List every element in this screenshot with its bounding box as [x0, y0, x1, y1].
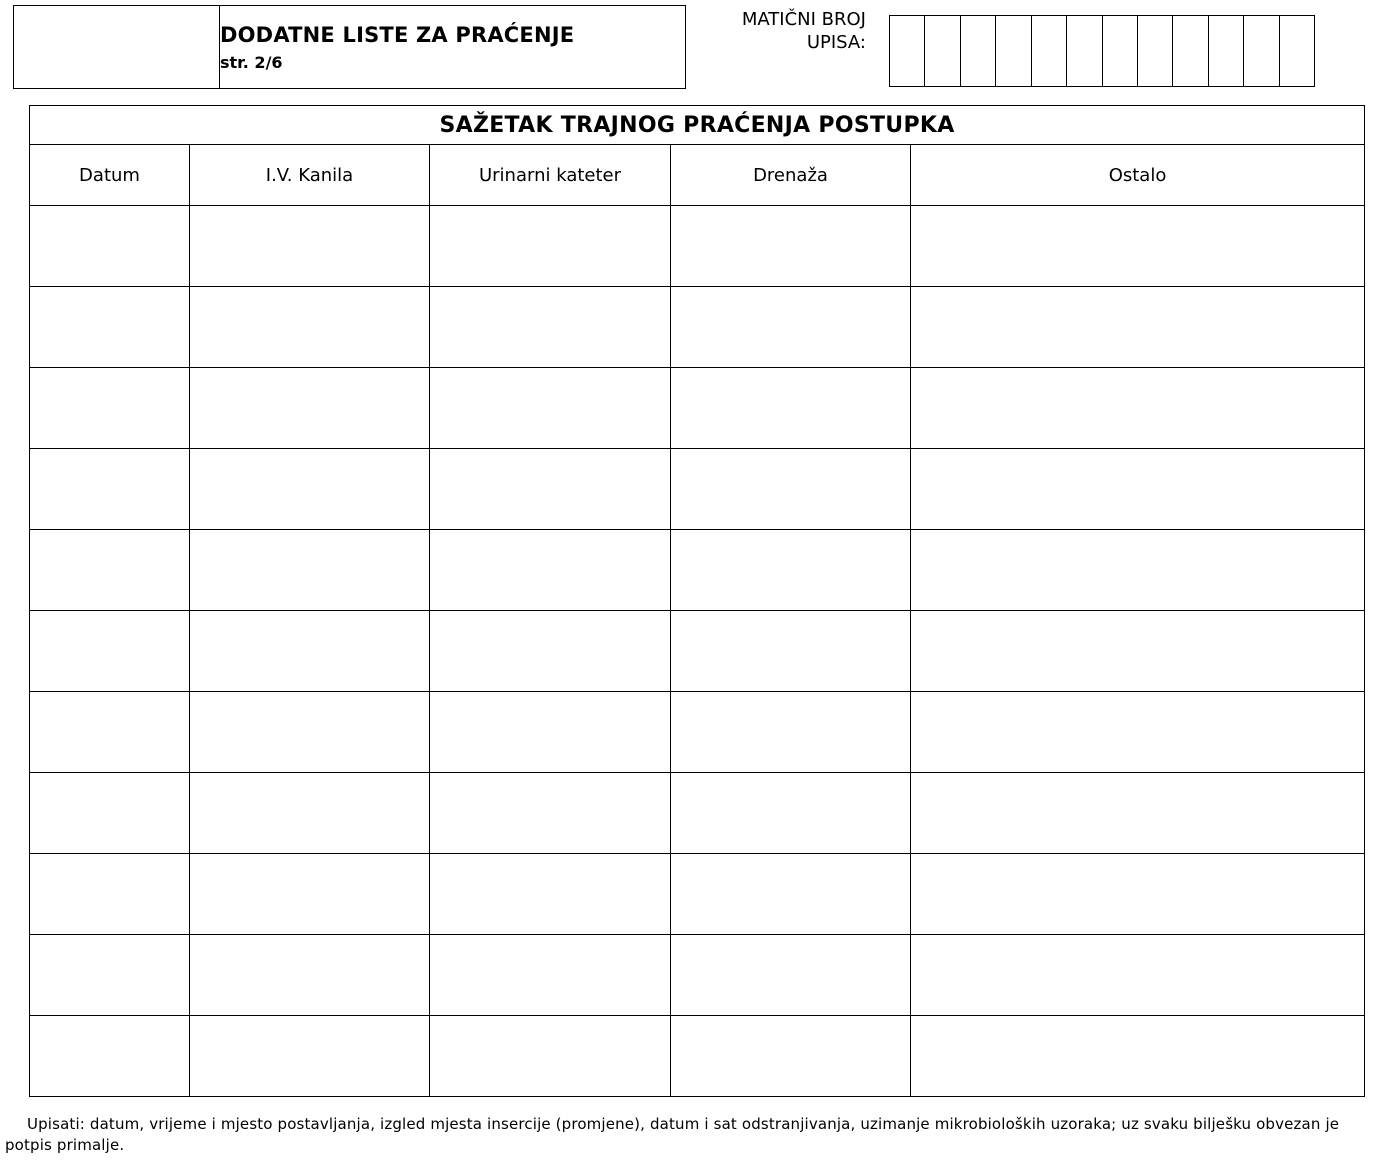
- registration-label-line2: UPISA:: [806, 32, 866, 53]
- cell-iv-kanila[interactable]: [190, 530, 430, 611]
- registration-digit-box[interactable]: [1173, 16, 1208, 86]
- cell-drenaza[interactable]: [671, 773, 911, 854]
- registration-digit-box[interactable]: [1138, 16, 1173, 86]
- registration-digit-box[interactable]: [996, 16, 1031, 86]
- cell-ostalo[interactable]: [911, 368, 1365, 449]
- cell-ostalo[interactable]: [911, 854, 1365, 935]
- registration-label: [700, 8, 866, 54]
- registration-digit-box[interactable]: [1280, 16, 1314, 86]
- cell-drenaza[interactable]: [671, 449, 911, 530]
- table-row: [30, 449, 1365, 530]
- cell-datum[interactable]: [30, 773, 190, 854]
- cell-urinarni-kateter[interactable]: [430, 206, 671, 287]
- cell-ostalo[interactable]: [911, 206, 1365, 287]
- registration-number-boxes: [889, 15, 1315, 87]
- cell-ostalo[interactable]: [911, 935, 1365, 1016]
- table-row: [30, 368, 1365, 449]
- cell-drenaza[interactable]: [671, 530, 911, 611]
- cell-datum[interactable]: [30, 935, 190, 1016]
- cell-iv-kanila[interactable]: [190, 854, 430, 935]
- cell-urinarni-kateter[interactable]: [430, 530, 671, 611]
- registration-digit-box[interactable]: [961, 16, 996, 86]
- cell-urinarni-kateter[interactable]: [430, 1016, 671, 1097]
- column-header-iv-kanila: I.V. Kanila: [190, 145, 430, 206]
- registration-label-line1: MATIČNI BROJ: [741, 9, 866, 30]
- cell-datum[interactable]: [30, 854, 190, 935]
- cell-iv-kanila[interactable]: [190, 449, 430, 530]
- cell-datum[interactable]: [30, 611, 190, 692]
- document-header: [13, 5, 686, 89]
- registration-digit-box[interactable]: [1103, 16, 1138, 86]
- cell-iv-kanila[interactable]: [190, 368, 430, 449]
- table-row: [30, 935, 1365, 1016]
- table-row: [30, 854, 1365, 935]
- registration-digit-box[interactable]: [1209, 16, 1244, 86]
- monitoring-summary-table: [29, 105, 1365, 1097]
- cell-datum[interactable]: [30, 1016, 190, 1097]
- cell-datum[interactable]: [30, 692, 190, 773]
- cell-ostalo[interactable]: [911, 1016, 1365, 1097]
- table-row: [30, 530, 1365, 611]
- registration-digit-box[interactable]: [1067, 16, 1102, 86]
- logo-cell: [14, 6, 220, 88]
- table-row: [30, 1016, 1365, 1097]
- registration-digit-box[interactable]: [1032, 16, 1067, 86]
- cell-urinarni-kateter[interactable]: [430, 854, 671, 935]
- cell-datum[interactable]: [30, 449, 190, 530]
- cell-iv-kanila[interactable]: [190, 206, 430, 287]
- table-row: [30, 287, 1365, 368]
- cell-iv-kanila[interactable]: [190, 935, 430, 1016]
- cell-ostalo[interactable]: [911, 692, 1365, 773]
- cell-urinarni-kateter[interactable]: [430, 449, 671, 530]
- column-header-urinarni-kateter: Urinarni kateter: [430, 145, 671, 206]
- cell-datum[interactable]: [30, 287, 190, 368]
- cell-drenaza[interactable]: [671, 287, 911, 368]
- cell-ostalo[interactable]: [911, 530, 1365, 611]
- cell-drenaza[interactable]: [671, 854, 911, 935]
- cell-urinarni-kateter[interactable]: [430, 935, 671, 1016]
- cell-drenaza[interactable]: [671, 1016, 911, 1097]
- cell-urinarni-kateter[interactable]: [430, 611, 671, 692]
- cell-urinarni-kateter[interactable]: [430, 287, 671, 368]
- cell-iv-kanila[interactable]: [190, 692, 430, 773]
- registration-digit-box[interactable]: [925, 16, 960, 86]
- cell-drenaza[interactable]: [671, 368, 911, 449]
- table-row: [30, 206, 1365, 287]
- registration-digit-box[interactable]: [1244, 16, 1279, 86]
- cell-ostalo[interactable]: [911, 449, 1365, 530]
- registration-digit-box[interactable]: [890, 16, 925, 86]
- column-header-drenaza: Drenaža: [671, 145, 911, 206]
- document-title: DODATNE LISTE ZA PRAĆENJE: [220, 23, 575, 47]
- cell-ostalo[interactable]: [911, 773, 1365, 854]
- table-row: [30, 692, 1365, 773]
- table-body: [30, 206, 1365, 1097]
- table-title: SAŽETAK TRAJNOG PRAĆENJA POSTUPKA: [30, 106, 1365, 145]
- cell-ostalo[interactable]: [911, 611, 1365, 692]
- cell-iv-kanila[interactable]: [190, 287, 430, 368]
- table-row: [30, 611, 1365, 692]
- cell-drenaza[interactable]: [671, 935, 911, 1016]
- cell-urinarni-kateter[interactable]: [430, 773, 671, 854]
- cell-urinarni-kateter[interactable]: [430, 692, 671, 773]
- column-header-ostalo: Ostalo: [911, 145, 1365, 206]
- cell-ostalo[interactable]: [911, 287, 1365, 368]
- cell-drenaza[interactable]: [671, 692, 911, 773]
- cell-datum[interactable]: [30, 206, 190, 287]
- page-number: str. 2/6: [220, 53, 283, 72]
- cell-iv-kanila[interactable]: [190, 773, 430, 854]
- cell-iv-kanila[interactable]: [190, 1016, 430, 1097]
- cell-drenaza[interactable]: [671, 611, 911, 692]
- cell-datum[interactable]: [30, 368, 190, 449]
- cell-iv-kanila[interactable]: [190, 611, 430, 692]
- column-header-datum: Datum: [30, 145, 190, 206]
- instructions-footnote: Upisati: datum, vrijeme i mjesto postavljanja, izgled mjesta insercije (promjene), datum i sat odstranjivanja, uzimanje mikrobioloških uzoraka; uz svaku bilješku obvezan je potpis primalje.: [5, 1115, 1340, 1154]
- cell-datum[interactable]: [30, 530, 190, 611]
- table-row: [30, 773, 1365, 854]
- cell-urinarni-kateter[interactable]: [430, 368, 671, 449]
- cell-drenaza[interactable]: [671, 206, 911, 287]
